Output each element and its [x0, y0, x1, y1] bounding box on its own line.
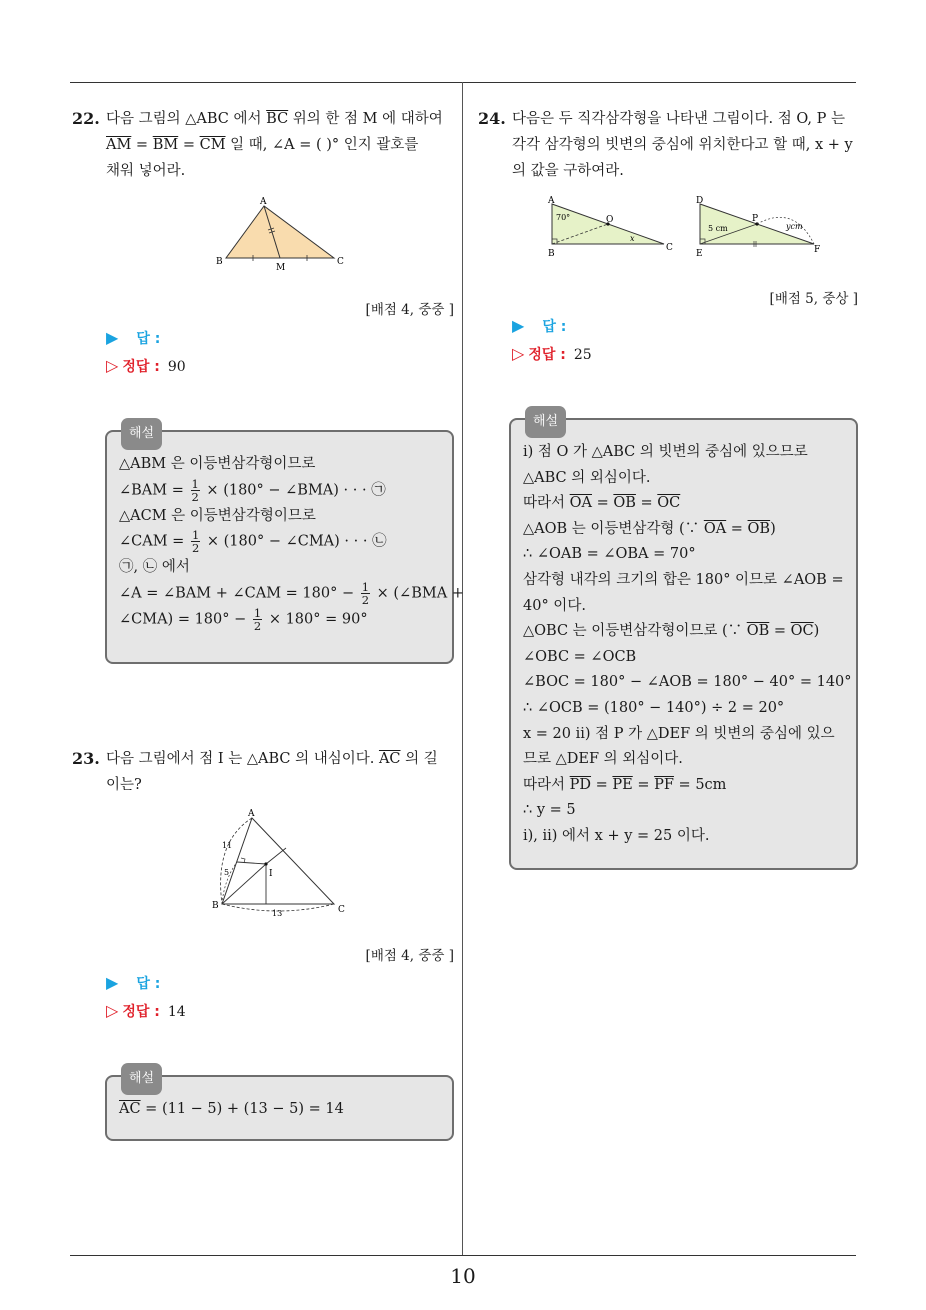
- question-stem: [106, 746, 454, 798]
- sol-text: = 5cm: [673, 776, 727, 793]
- sol-text: =: [592, 495, 614, 512]
- sol-text: =: [726, 520, 748, 537]
- segment-ob: $\overline{OB}$: [746, 623, 770, 640]
- label-5: 5: [224, 868, 230, 877]
- correct-answer-row: [512, 344, 592, 364]
- stem-text: 다음은 두 직각삼각형을 나타낸 그림이다. 점 O, P 는: [512, 111, 846, 127]
- solution-line: ∠BOC = 180° − ∠AOB = 180° − 40° = 140°: [523, 674, 852, 691]
- incenter-triangle-figure: [210, 804, 360, 920]
- outline-triangle-icon: ▷: [106, 356, 119, 375]
- question-23: [72, 746, 454, 798]
- sol-text: × (180° − ∠BMA) · · · ㉠: [201, 482, 386, 499]
- stem-text: 의 값을 구하여라.: [512, 163, 624, 179]
- label-c: C: [338, 905, 345, 915]
- solution-line: [523, 517, 844, 543]
- segment-cm: $\overline{CM}$: [199, 137, 226, 153]
- fraction-half: [191, 529, 200, 554]
- label-e: E: [696, 249, 703, 259]
- solution-line: ∴ ∠OAB = ∠OBA = 70°: [523, 546, 696, 563]
- frac-num: 1: [191, 528, 200, 543]
- score-meta: [배점 4, 중중 ]: [365, 302, 454, 318]
- stem-text: =: [131, 137, 153, 153]
- label-a: A: [260, 197, 267, 207]
- angle-70: 70°: [556, 213, 571, 222]
- label-ycm: ycm: [786, 222, 803, 231]
- solution-line: [523, 491, 844, 517]
- page-number: 10: [450, 1264, 476, 1288]
- solution-line: ㉠, ㉡ 에서: [119, 559, 190, 576]
- solution-line: [119, 607, 440, 633]
- label-b: B: [216, 257, 223, 267]
- fraction-half: [361, 581, 370, 606]
- solution-line: [119, 478, 440, 504]
- frac-den: 2: [253, 619, 262, 634]
- solution-line: 40° 이다.: [523, 597, 586, 614]
- question-22: [72, 106, 454, 184]
- label-o: O: [606, 215, 614, 225]
- sol-text: × (180° − ∠CMA) · · · ㉡: [202, 533, 387, 550]
- answer-row: [106, 973, 160, 993]
- segment-bm: $\overline{BM}$: [152, 137, 179, 153]
- solution-line: ∠OBC = ∠OCB: [523, 648, 637, 665]
- label-13: 13: [272, 909, 283, 918]
- label-a: A: [248, 809, 255, 819]
- solution-tag: 해설: [121, 1063, 162, 1095]
- stem-text: 위의 한 점 M 에 대하여: [288, 111, 443, 127]
- segment-ac: $\overline{AC}$: [119, 1101, 141, 1117]
- answer-label: 답 :: [136, 976, 161, 992]
- question-24: [478, 106, 858, 184]
- sol-text: = (11 − 5) + (13 − 5) = 14: [140, 1101, 344, 1117]
- segment-oa: $\overline{OA}$: [703, 520, 727, 537]
- play-triangle-icon: ▶: [106, 973, 119, 992]
- solution-tag: 해설: [525, 406, 566, 438]
- solution-line: [523, 773, 844, 799]
- segment-ac: $\overline{AC}$: [378, 751, 401, 767]
- solution-line: 삼각형 내각의 크기의 합은 180° 이므로 ∠AOB =: [523, 571, 844, 588]
- correct-value: 14: [167, 1004, 186, 1020]
- segment-pe: $\overline{PE}$: [612, 776, 633, 793]
- score-meta: [배점 4, 중중 ]: [365, 948, 454, 964]
- segment-am: $\overline{AM}$: [106, 137, 132, 153]
- solution-line: i), ii) 에서 x + y = 25 이다.: [523, 827, 710, 844]
- stem-text: 각각 삼각형의 빗변의 중심에 위치한다고 할 때, x + y: [512, 137, 853, 153]
- solution-tag: 해설: [121, 418, 162, 450]
- correct-label: 정답 :: [528, 347, 566, 363]
- frac-den: 2: [361, 592, 370, 607]
- solution-line: [119, 1097, 440, 1123]
- fraction-half: [253, 607, 262, 632]
- stem-text: 채워 넣어라.: [106, 163, 186, 179]
- label-d: D: [696, 196, 704, 206]
- answer-row: [512, 316, 566, 336]
- solution-box-23: [105, 1071, 454, 1141]
- frac-num: 1: [253, 606, 262, 621]
- angle-x: x: [630, 234, 635, 243]
- answer-label: 답 :: [542, 319, 567, 335]
- question-number: 22.: [72, 109, 100, 128]
- stem-text: 이는?: [106, 777, 142, 793]
- frac-den: 2: [191, 541, 200, 556]
- label-i: I: [269, 869, 273, 879]
- label-p: P: [752, 214, 759, 224]
- play-triangle-icon: ▶: [512, 316, 525, 335]
- segment-pf: $\overline{PF}$: [654, 776, 674, 793]
- segment-pd: $\overline{PD}$: [569, 776, 592, 793]
- sol-text: ∠BAM =: [119, 482, 189, 499]
- stem-text: 일 때, ∠A = ( )° 인지 괄호를: [225, 137, 419, 153]
- outline-triangle-icon: ▷: [512, 344, 525, 363]
- play-triangle-icon: ▶: [106, 328, 119, 347]
- label-11: 11: [222, 841, 233, 850]
- correct-value: 90: [167, 359, 186, 375]
- score-meta: [배점 5, 중상 ]: [769, 291, 858, 307]
- frac-num: 1: [191, 476, 199, 491]
- correct-label: 정답 :: [122, 359, 160, 375]
- column-divider: [462, 82, 463, 1255]
- segment-ob: $\overline{OB}$: [747, 520, 771, 537]
- segment-oc: $\overline{OC}$: [790, 623, 814, 640]
- frac-num: 1: [361, 579, 370, 594]
- segment-ob: $\overline{OB}$: [613, 495, 636, 512]
- label-f: F: [814, 245, 821, 255]
- sol-text: =: [635, 495, 658, 512]
- sol-text: × 180° = 90°: [264, 611, 368, 628]
- frac-den: 2: [191, 489, 199, 504]
- right-triangle-abc-figure: [540, 192, 680, 262]
- solution-line: △ACM 은 이등변삼각형이므로: [119, 507, 316, 524]
- right-triangle-def-figure: [690, 192, 840, 262]
- sol-text: △OBC 는 이등변삼각형이므로 (∵: [523, 623, 747, 640]
- solution-line: i) 점 O 가 △ABC 의 빗변의 중심에 있으므로: [523, 444, 808, 460]
- question-number: 23.: [72, 749, 100, 768]
- solution-line: [523, 619, 844, 645]
- stem-text: 다음 그림의 △ABC 에서: [106, 111, 267, 127]
- label-c: C: [666, 243, 673, 253]
- correct-answer-row: [106, 1001, 186, 1021]
- sol-text: =: [632, 776, 655, 793]
- solution-line: [119, 579, 464, 607]
- solution-line: [119, 529, 440, 555]
- stem-text: 다음 그림에서 점 I 는 △ABC 의 내심이다.: [106, 751, 379, 767]
- solution-line: △ABC 의 외심이다.: [523, 469, 651, 486]
- question-number: 24.: [478, 109, 506, 128]
- solution-line: 므로 △DEF 의 외심이다.: [523, 751, 683, 768]
- sol-text: 따라서: [523, 776, 570, 793]
- sol-text: △AOB 는 이등변삼각형 (∵: [523, 520, 704, 537]
- sol-text: ∠CAM =: [119, 533, 189, 550]
- triangle-abm-figure: [214, 192, 354, 274]
- label-5cm: 5 cm: [708, 224, 728, 233]
- bottom-rule: [70, 1255, 856, 1256]
- question-stem: [512, 106, 858, 184]
- sol-text: 따라서: [523, 495, 570, 512]
- label-b: B: [548, 249, 555, 259]
- correct-answer-row: [106, 356, 186, 376]
- solution-line: △ABM 은 이등변삼각형이므로: [119, 456, 316, 472]
- label-m: M: [276, 263, 286, 273]
- sol-text: ): [770, 520, 776, 537]
- sol-text: × (∠BMA +: [372, 585, 464, 602]
- label-c: C: [337, 257, 344, 267]
- stem-text: =: [178, 137, 200, 153]
- solution-line: x = 20 ii) 점 P 가 △DEF 의 빗변의 중심에 있으: [523, 725, 835, 742]
- correct-value: 25: [573, 347, 592, 363]
- top-rule: [70, 82, 856, 83]
- sol-text: =: [591, 776, 613, 793]
- stem-text: 의 길: [400, 751, 438, 767]
- segment-oc: $\overline{OC}$: [657, 495, 681, 512]
- solution-line: ∴ ∠OCB = (180° − 140°) ÷ 2 = 20°: [523, 699, 785, 716]
- answer-label: 답 :: [136, 331, 161, 347]
- sol-text: ∠A = ∠BAM + ∠CAM = 180° −: [119, 585, 359, 602]
- label-b: B: [212, 901, 219, 911]
- correct-label: 정답 :: [122, 1004, 160, 1020]
- solution-box-22: [105, 426, 464, 664]
- fraction-half: [191, 478, 200, 503]
- sol-text: =: [769, 623, 791, 640]
- outline-triangle-icon: ▷: [106, 1001, 119, 1020]
- answer-row: [106, 328, 160, 348]
- solution-box-24: [509, 414, 858, 870]
- sol-text: ∠CMA) = 180° −: [119, 611, 251, 628]
- segment-bc: $\overline{BC}$: [266, 111, 289, 127]
- segment-oa: $\overline{OA}$: [569, 495, 592, 512]
- sol-text: ): [813, 623, 820, 640]
- label-a: A: [548, 196, 555, 206]
- question-stem: [106, 106, 454, 184]
- solution-line: ∴ y = 5: [523, 802, 576, 819]
